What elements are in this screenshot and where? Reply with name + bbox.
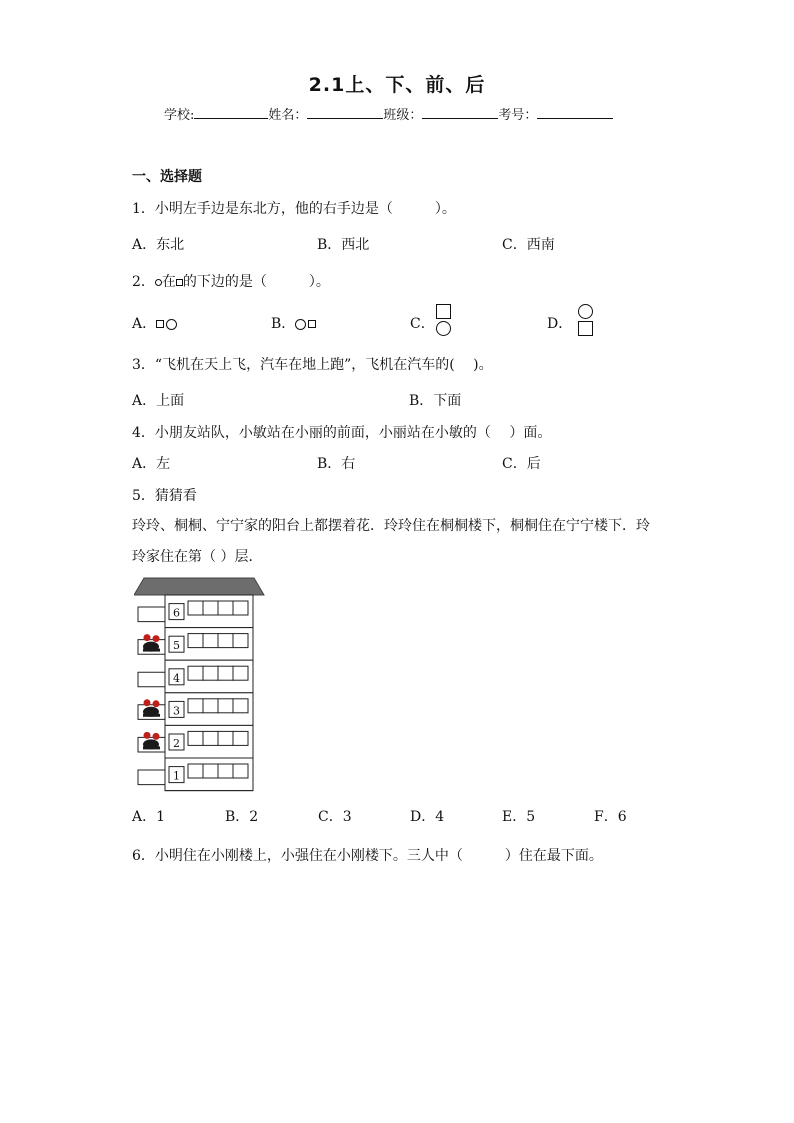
q2-option-a[interactable]	[132, 313, 177, 333]
floor-2	[138, 725, 253, 758]
question-3-stem: 3．“飞机在天上飞，汽车在地上跑”，飞机在汽车的( )。	[132, 357, 493, 373]
q1-option-a[interactable]: A．东北	[132, 237, 185, 253]
window	[218, 731, 233, 745]
question-2-stem	[132, 271, 330, 291]
window	[233, 764, 248, 778]
q5-option-d[interactable]: D．4	[410, 809, 445, 825]
q5-option-f[interactable]: F．6	[594, 809, 627, 825]
floor-3	[138, 693, 253, 726]
circle-icon	[436, 321, 451, 336]
q5-option-b[interactable]: B．2	[225, 809, 259, 825]
square-icon	[176, 279, 183, 286]
q5-text-line-1: 玲玲、桐桐、宁宁家的阳台上都摆着花．玲玲住在桐桐楼下，桐桐住在宁宁楼下．玲	[132, 518, 650, 534]
q2-option-b-label: B．	[271, 316, 296, 332]
floor-number: 5	[173, 639, 180, 653]
q2-option-a-label: A．	[132, 316, 157, 332]
question-6-stem: 6．小明住在小刚楼上，小强住在小刚楼下。三人中（ ）住在最下面。	[132, 848, 603, 864]
window	[203, 666, 218, 680]
q5-option-c[interactable]: C．3	[318, 809, 352, 825]
q4-option-b[interactable]: B．右	[317, 456, 356, 472]
window	[203, 699, 218, 713]
window	[203, 764, 218, 778]
student-info-row	[164, 104, 613, 123]
q2-option-d[interactable]	[547, 313, 572, 333]
q1-option-b[interactable]: B．西北	[317, 237, 370, 253]
page-title: 2.1上、下、前、后	[308, 74, 486, 96]
q5-option-e[interactable]: E．5	[502, 809, 536, 825]
window	[188, 699, 203, 713]
flower-pot-icon	[143, 634, 160, 652]
floor-number: 4	[173, 671, 180, 685]
window	[233, 634, 248, 648]
question-5-stem: 5．猜猜看	[132, 488, 197, 504]
floor-number: 1	[173, 769, 180, 783]
window	[233, 731, 248, 745]
roof	[134, 578, 264, 595]
q2-stem-prefix: 2．	[132, 274, 155, 290]
window	[218, 699, 233, 713]
window	[218, 634, 233, 648]
floor-6	[138, 595, 253, 628]
q2-option-b[interactable]	[271, 313, 316, 333]
floor-1	[138, 758, 253, 791]
q4-option-c[interactable]: C．后	[502, 456, 541, 472]
floor-4	[138, 660, 253, 693]
q1-option-c[interactable]: C．西南	[502, 237, 555, 253]
circle-icon	[155, 279, 162, 286]
q2-option-c-label: C．	[410, 316, 435, 332]
window	[203, 601, 218, 615]
q2-option-c[interactable]	[410, 313, 435, 333]
q2-stem-suffix: 的下边的是（ ）。	[182, 274, 330, 290]
window	[233, 699, 248, 713]
class-label: 班级：	[383, 108, 423, 123]
window	[203, 634, 218, 648]
floor-number: 6	[173, 606, 180, 620]
flower-pot-icon	[143, 699, 160, 717]
exam-no-label: 考号：	[498, 108, 538, 123]
square-icon	[436, 304, 451, 319]
square-icon	[308, 320, 316, 328]
building-illustration	[134, 576, 266, 794]
window	[218, 601, 233, 615]
window	[203, 731, 218, 745]
question-1-stem: 1．小明左手边是东北方，他的右手边是（ ）。	[132, 201, 456, 217]
square-icon	[156, 320, 164, 328]
window	[233, 666, 248, 680]
q3-option-b[interactable]: B．下面	[409, 393, 462, 409]
window	[188, 731, 203, 745]
floor-number: 2	[173, 737, 180, 750]
name-label: 姓名：	[268, 108, 308, 123]
section-heading: 一、选择题	[132, 169, 202, 185]
name-blank[interactable]	[307, 104, 383, 119]
circle-icon	[295, 319, 306, 330]
window	[218, 666, 233, 680]
floor-5	[138, 628, 253, 661]
square-icon	[578, 321, 593, 336]
flower-pot-icon	[143, 732, 160, 750]
window	[188, 666, 203, 680]
class-blank[interactable]	[422, 104, 498, 119]
school-blank[interactable]	[194, 104, 268, 119]
window	[188, 601, 203, 615]
window	[218, 764, 233, 778]
window	[188, 634, 203, 648]
q2-stem-mid: 在	[161, 274, 176, 290]
circle-icon	[578, 304, 593, 319]
window	[233, 601, 248, 615]
window	[188, 764, 203, 778]
q5-option-a[interactable]: A．1	[132, 809, 166, 825]
question-4-stem: 4．小朋友站队，小敏站在小丽的前面，小丽站在小敏的（ ）面。	[132, 425, 552, 441]
q3-option-a[interactable]: A．上面	[132, 393, 185, 409]
floor-number: 3	[173, 704, 180, 718]
q4-option-a[interactable]: A．左	[132, 456, 171, 472]
school-label: 学校:	[164, 108, 195, 123]
q5-text-line-2: 玲家住在第（ ）层．	[132, 549, 263, 565]
circle-icon	[166, 319, 177, 330]
exam-no-blank[interactable]	[537, 104, 613, 119]
q2-option-d-label: D．	[547, 316, 573, 332]
